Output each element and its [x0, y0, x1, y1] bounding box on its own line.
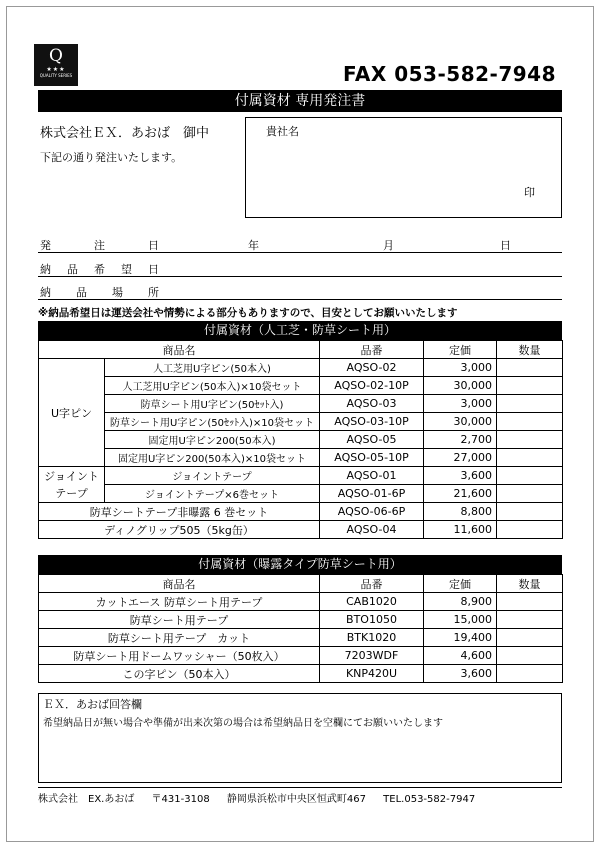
product-price: 2,700	[424, 431, 497, 449]
delivery-place-label-4: 所	[148, 286, 159, 299]
product-code: CAB1020	[320, 593, 424, 611]
table-row	[39, 521, 563, 539]
table-row	[39, 647, 563, 665]
header-price: 定価	[424, 341, 497, 359]
product-name: 人工芝用U字ピン(50本入)	[105, 359, 320, 377]
product-price: 30,000	[424, 377, 497, 395]
order-note: 下記の通り発注いたします。	[40, 151, 183, 164]
product-code: AQSO-05	[320, 431, 424, 449]
response-heading: ＥＸ．あおば回答欄	[43, 698, 142, 711]
seal-mark: 印	[524, 186, 535, 199]
footer-address: 静岡県浜松市中央区恒武町467	[226, 794, 366, 805]
product-price: 19,400	[424, 629, 497, 647]
delivery-date-label-1: 納	[40, 263, 51, 276]
product-price: 3,600	[424, 665, 497, 683]
product-price: 3,600	[424, 467, 497, 485]
product-price: 11,600	[424, 521, 497, 539]
quantity-cell[interactable]	[497, 449, 563, 467]
delivery-place-label-3: 場	[112, 286, 123, 299]
product-name: 人工芝用U字ピン(50本入)×10袋セット	[105, 377, 320, 395]
table-row	[39, 377, 563, 395]
table-row	[39, 395, 563, 413]
footer-company: 株式会社 EX.あおば	[38, 794, 135, 805]
quantity-cell[interactable]	[497, 467, 563, 485]
day-label: 日	[500, 239, 511, 252]
product-code: 7203WDF	[320, 647, 424, 665]
category-upin: U字ピン	[39, 359, 105, 467]
quantity-cell[interactable]	[497, 629, 563, 647]
delivery-date-line[interactable]	[38, 260, 562, 277]
section2-title: 付属資材（曝露タイプ防草シート用）	[38, 555, 562, 574]
product-name: 防草シート用U字ピン(50ｾｯﾄ入)×10袋セット	[105, 413, 320, 431]
table-row	[39, 593, 563, 611]
quantity-cell[interactable]	[497, 665, 563, 683]
quantity-cell[interactable]	[497, 395, 563, 413]
quantity-cell[interactable]	[497, 503, 563, 521]
section1-title: 付属資材（人工芝・防草シート用）	[38, 321, 562, 340]
delivery-place-label-2: 品	[76, 286, 87, 299]
table-header	[39, 341, 563, 359]
logo-subtext: QUALITY SERIES	[39, 73, 73, 78]
product-name: ジョイントテープ	[105, 467, 320, 485]
product-price: 21,600	[424, 485, 497, 503]
product-name: 固定用U字ピン200(50本入)×10袋セット	[105, 449, 320, 467]
product-name: ディノグリップ505（5kg缶）	[39, 521, 320, 539]
delivery-warning: ※納品希望日は運送会社や情勢による部分もありますので、目安としてお願いいたします	[38, 307, 458, 319]
product-code: AQSO-05-10P	[320, 449, 424, 467]
product-code: AQSO-04	[320, 521, 424, 539]
quantity-cell[interactable]	[497, 377, 563, 395]
table-row	[39, 449, 563, 467]
product-price: 8,900	[424, 593, 497, 611]
footer	[38, 787, 562, 805]
product-name: ジョイントテープ×6巻セット	[105, 485, 320, 503]
header-qty: 数量	[497, 341, 563, 359]
recipient-company: 株式会社ＥＸ．あおば 御中	[40, 126, 210, 141]
product-code: AQSO-02	[320, 359, 424, 377]
product-name: 防草シート用テープ	[39, 611, 320, 629]
delivery-date-label-4: 望	[121, 263, 132, 276]
product-price: 27,000	[424, 449, 497, 467]
header-code: 品番	[320, 575, 424, 593]
table-row	[39, 503, 563, 521]
customer-name-box[interactable]	[245, 117, 562, 218]
logo-letter: Q	[49, 46, 63, 66]
footer-tel: TEL.053-582-7947	[383, 794, 476, 805]
product-name: 固定用U字ピン200(50本入)	[105, 431, 320, 449]
year-label: 年	[248, 239, 259, 252]
header-code: 品番	[320, 341, 424, 359]
product-code: AQSO-02-10P	[320, 377, 424, 395]
fax-number: FAX 053-582-7948	[343, 62, 556, 86]
product-code: AQSO-01	[320, 467, 424, 485]
product-price: 3,000	[424, 359, 497, 377]
table-row	[39, 467, 563, 485]
section1-table	[38, 340, 563, 539]
product-name: カットエース 防草シート用テープ	[39, 593, 320, 611]
table-row	[39, 359, 563, 377]
product-price: 30,000	[424, 413, 497, 431]
table-row	[39, 611, 563, 629]
category-joint-1: ジョイント	[39, 467, 105, 485]
product-code: AQSO-01-6P	[320, 485, 424, 503]
table-row	[39, 485, 563, 503]
month-label: 月	[383, 239, 394, 252]
delivery-place-line[interactable]	[38, 283, 562, 300]
product-price: 3,000	[424, 395, 497, 413]
order-date-line[interactable]	[38, 236, 562, 253]
footer-zip: 〒431-3108	[151, 794, 210, 805]
customer-name-label: 貴社名	[266, 125, 299, 138]
product-code: AQSO-03-10P	[320, 413, 424, 431]
category-joint-2: テープ	[39, 485, 105, 503]
form-title: 付属資材 専用発注書	[38, 90, 562, 112]
delivery-date-label-3: 希	[94, 263, 105, 276]
response-note: 希望納品日が無い場合や準備が出来次第の場合は希望納品日を空欄にてお願いいたします	[43, 718, 443, 729]
header-qty: 数量	[497, 575, 563, 593]
product-name: 防草シート用テープ カット	[39, 629, 320, 647]
product-price: 15,000	[424, 611, 497, 629]
delivery-place-label-1: 納	[40, 286, 51, 299]
quantity-cell[interactable]	[497, 359, 563, 377]
product-code: BTK1020	[320, 629, 424, 647]
product-price: 4,600	[424, 647, 497, 665]
section2-table	[38, 574, 563, 683]
table-row	[39, 431, 563, 449]
q-logo	[34, 44, 78, 86]
table-row	[39, 665, 563, 683]
quantity-cell[interactable]	[497, 413, 563, 431]
product-name: 防草シート用ドームワッシャー（50枚入）	[39, 647, 320, 665]
product-price: 8,800	[424, 503, 497, 521]
quantity-cell[interactable]	[497, 431, 563, 449]
product-name: 防草シート用U字ピン(50ｾｯﾄ入)	[105, 395, 320, 413]
table-row	[39, 629, 563, 647]
header-price: 定価	[424, 575, 497, 593]
product-code: BTO1050	[320, 611, 424, 629]
order-date-label-2: 注	[94, 239, 105, 252]
product-name: 防草シートテープ非曝露 6 巻セット	[39, 503, 320, 521]
quantity-cell[interactable]	[497, 647, 563, 665]
quantity-cell[interactable]	[497, 521, 563, 539]
table-row	[39, 413, 563, 431]
response-box[interactable]	[38, 693, 562, 783]
quantity-cell[interactable]	[497, 593, 563, 611]
header-name: 商品名	[39, 575, 320, 593]
product-code: AQSO-06-6P	[320, 503, 424, 521]
product-code: AQSO-03	[320, 395, 424, 413]
delivery-date-label-2: 品	[67, 263, 78, 276]
logo-stars: ★★★	[46, 66, 66, 73]
header-name: 商品名	[39, 341, 320, 359]
product-code: KNP420U	[320, 665, 424, 683]
order-date-label-3: 日	[148, 239, 159, 252]
table-header	[39, 575, 563, 593]
delivery-date-label-5: 日	[148, 263, 159, 276]
quantity-cell[interactable]	[497, 485, 563, 503]
product-name: この字ピン（50本入）	[39, 665, 320, 683]
quantity-cell[interactable]	[497, 611, 563, 629]
order-date-label-1: 発	[40, 239, 51, 252]
